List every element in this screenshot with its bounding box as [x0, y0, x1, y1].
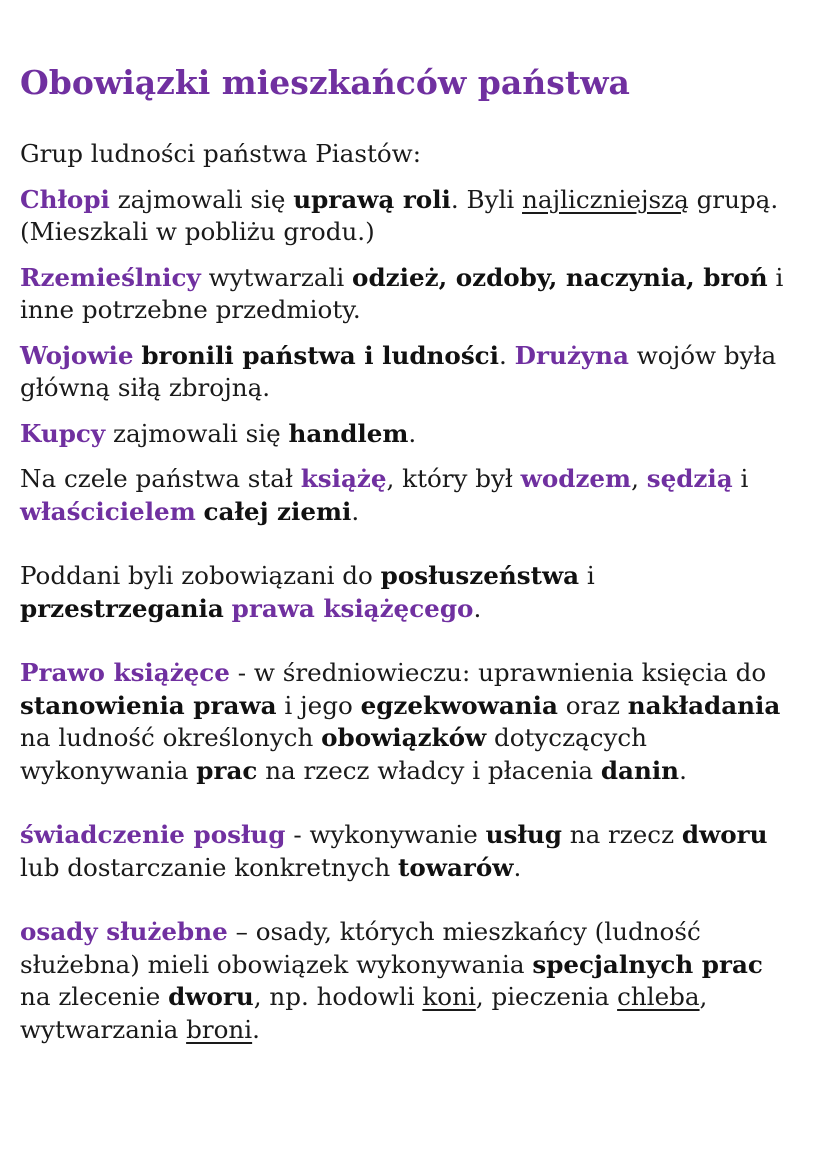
underlined-chleba: chleba	[617, 982, 700, 1011]
term-prawa-ksiazecego: prawa książęcego	[231, 593, 474, 623]
bold-dworu: dworu	[681, 820, 768, 849]
text-span: na rzecz władcy i płacenia	[257, 755, 601, 785]
text-span: wojów była główną siłą zbrojną.	[20, 340, 777, 402]
bold-calej-ziemi: całej ziemi	[203, 496, 352, 526]
term-druzyna: Drużyna	[514, 340, 629, 370]
text-span: , wytwarzania	[20, 982, 708, 1044]
bold-dworu: dworu	[168, 982, 254, 1011]
text-span: .	[252, 1014, 260, 1044]
term-wlascicielem: właścicielem	[20, 496, 196, 526]
text-span: , np. hodowli	[253, 982, 423, 1011]
text-span: .	[679, 755, 687, 785]
text-span: lub dostarczanie konkretnych	[20, 852, 399, 882]
text-span: grupą. (Mieszkali w pobliżu grodu.)	[20, 184, 779, 246]
text-span: , który był	[386, 464, 521, 493]
bold-przestrzegania: przestrzegania	[20, 593, 224, 623]
bold-uslug: usług	[485, 820, 562, 849]
text-span: .	[351, 496, 360, 526]
paragraph-kupcy	[20, 418, 800, 451]
paragraph-swiadczenie-poslug	[20, 819, 800, 884]
paragraph-chlopi	[20, 184, 800, 249]
text-span: i inne potrzebne przedmioty.	[20, 262, 784, 324]
term-osady-sluzebne: osady służebne	[20, 917, 228, 946]
underlined-koni: koni	[422, 982, 476, 1011]
text-span: zajmowali się	[105, 418, 289, 448]
bold-products: odzież, ozdoby, naczynia, broń	[352, 262, 768, 292]
paragraph-osady-sluzebne	[20, 916, 800, 1046]
paragraph-rzemieslnicy	[20, 262, 800, 327]
term-wojowie: Wojowie	[20, 340, 134, 370]
text-span: - w średniowieczu: uprawnienia księcia do	[229, 658, 767, 687]
text-span: .	[513, 852, 522, 882]
text-span: .	[473, 593, 482, 623]
term-kupcy: Kupcy	[20, 418, 106, 448]
term-sedzia: sędzią	[646, 464, 733, 493]
text-span: oraz	[557, 690, 628, 720]
page-title: Obowiązki mieszkańców państwa	[20, 63, 630, 102]
term-chlopi: Chłopi	[20, 184, 110, 214]
text-span	[224, 594, 232, 623]
text-span: na zlecenie	[20, 982, 169, 1011]
bold-uprawa-roli: uprawą roli	[293, 184, 451, 214]
intro-paragraph	[20, 138, 800, 171]
text-span: i	[732, 464, 749, 493]
text-span: zajmowali się	[109, 184, 294, 214]
bold-prac: prac	[196, 755, 258, 785]
text-span: ,	[631, 464, 647, 493]
bold-egzekwowania: egzekwowania	[360, 690, 558, 720]
intro-text: Grup ludności państwa Piastów:	[20, 139, 421, 168]
text-span: na ludność określonych	[20, 723, 322, 752]
bold-obowiazkow: obowiązków	[321, 723, 487, 752]
underlined-broni: broni	[186, 1014, 253, 1044]
text-span: , pieczenia	[475, 982, 618, 1011]
term-ksiaze: książę	[300, 464, 387, 493]
text-span: – osady, których mieszkańcy (ludność służebna) mieli obowiązek wykonywania	[20, 917, 701, 979]
bold-specjalnych-prac: specjalnych prac	[532, 949, 763, 979]
text-span: . Byli	[450, 184, 523, 214]
bold-posluszenstwa: posłuszeństwa	[380, 561, 580, 590]
paragraph-wojowie	[20, 340, 800, 405]
bold-towarow: towarów	[398, 852, 514, 882]
text-span: Poddani byli zobowiązani do	[20, 561, 381, 590]
text-span: dotyczących wykonywania	[20, 723, 647, 785]
text-span: na rzecz	[561, 820, 682, 849]
term-prawo-ksiazece: Prawo książęce	[20, 658, 230, 687]
term-wodzem: wodzem	[520, 464, 632, 493]
text-span: wytwarzali	[200, 262, 353, 292]
text-span: .	[499, 340, 515, 370]
bold-stanowienia-prawa: stanowienia prawa	[20, 690, 277, 720]
term-swiadczenie-poslug: świadczenie posług	[20, 820, 286, 849]
bold-bronili: bronili państwa i ludności	[141, 340, 500, 370]
paragraph-ksiaze	[20, 463, 800, 528]
text-span: .	[408, 418, 417, 448]
bold-danin: danin	[600, 755, 680, 785]
bold-nakladania: nakładania	[627, 690, 781, 720]
paragraph-prawo-ksiazece	[20, 657, 800, 787]
underlined-najliczniejsza: najliczniejszą	[522, 184, 689, 214]
text-span: i	[579, 561, 595, 590]
text-span: i jego	[276, 690, 361, 720]
document-page	[20, 58, 800, 1046]
term-rzemieslnicy: Rzemieślnicy	[20, 262, 201, 292]
paragraph-poddani	[20, 560, 800, 625]
bold-handlem: handlem	[288, 418, 409, 448]
text-span: - wykonywanie	[285, 820, 486, 849]
text-span	[196, 497, 204, 526]
text-span: Na czele państwa stał	[20, 464, 301, 493]
